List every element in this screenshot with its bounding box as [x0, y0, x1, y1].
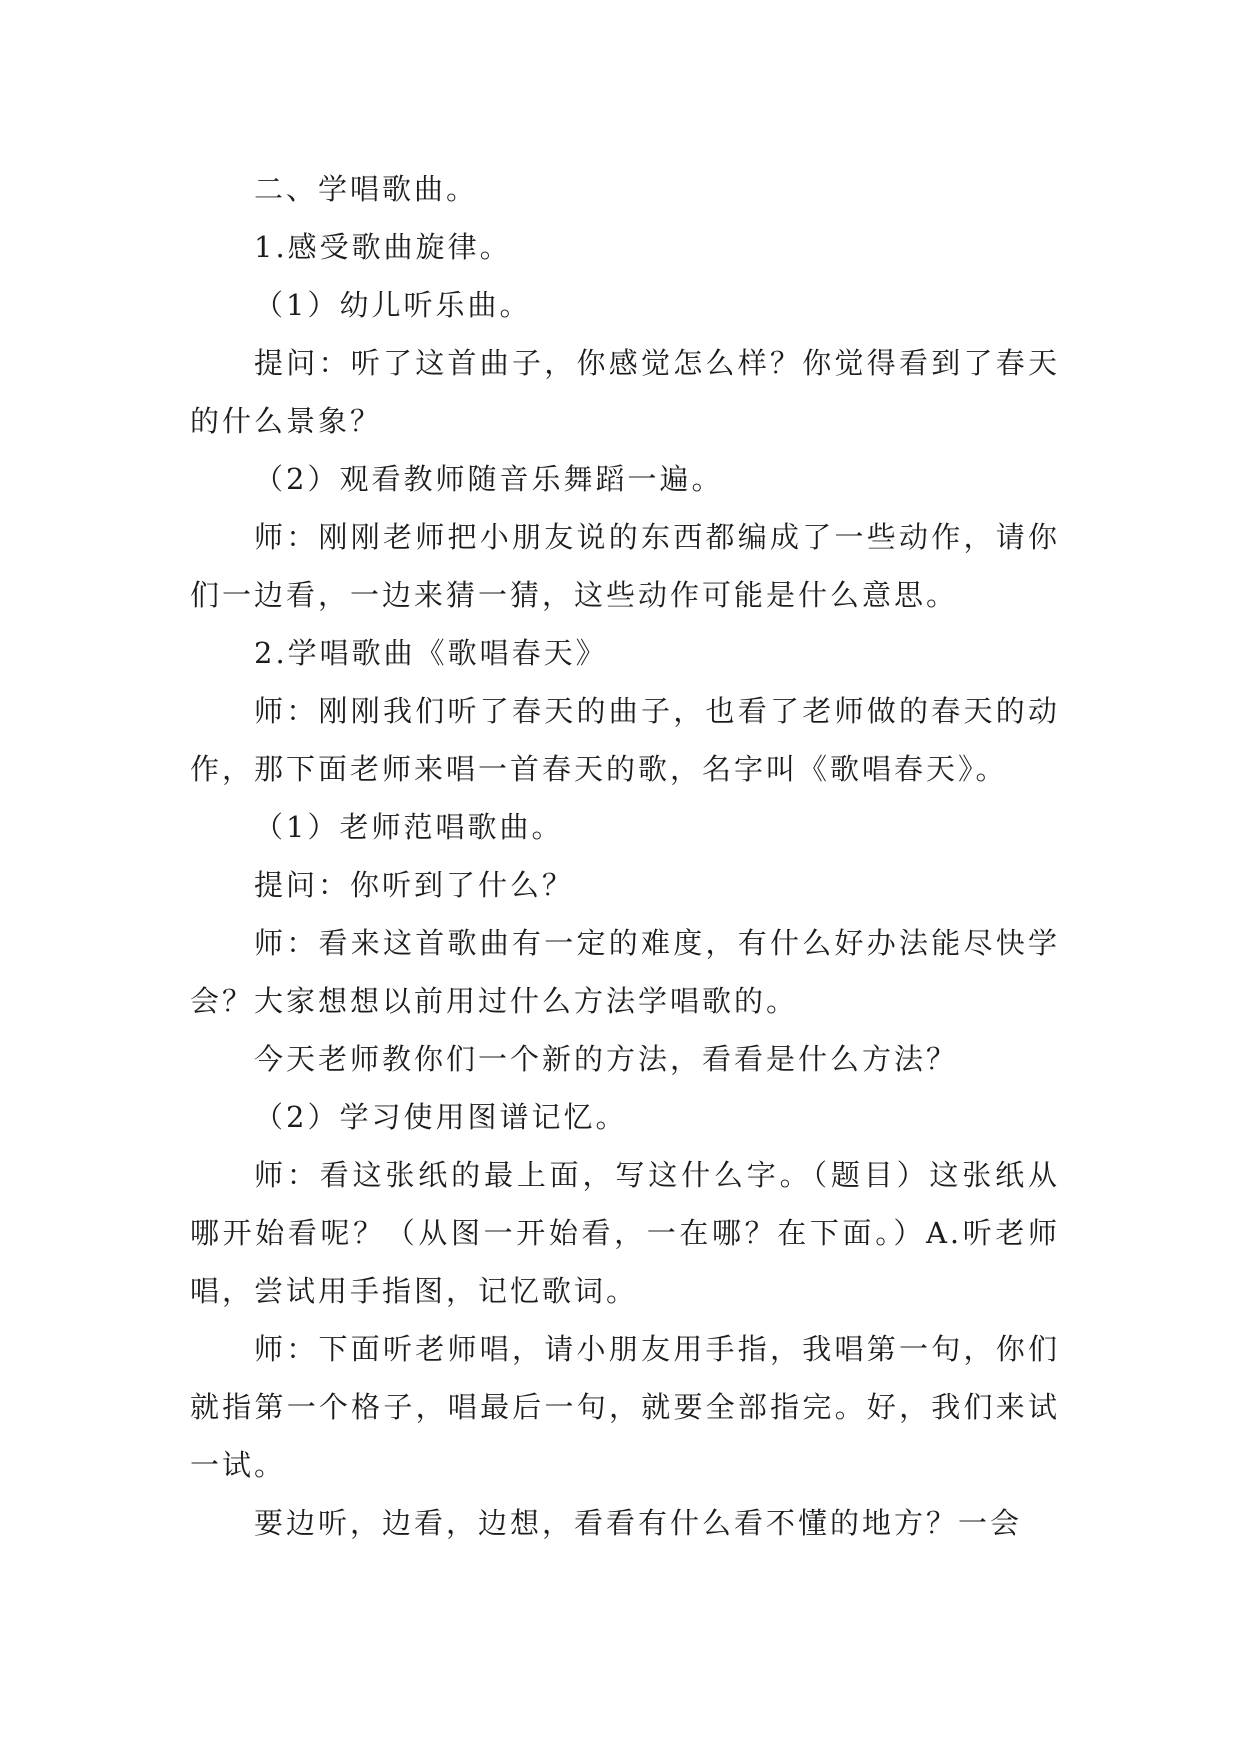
paragraph: 师：刚刚我们听了春天的曲子，也看了老师做的春天的动作，那下面老师来唱一首春天的歌，名字叫《歌唱春天》。	[190, 694, 1060, 786]
paragraph: 今天老师教你们一个新的方法，看看是什么方法？	[254, 1042, 959, 1076]
step-item: （1）幼儿听乐曲。	[254, 288, 532, 322]
paragraph: 师：看这张纸的最上面，写这什么字。（题目）这张纸从哪开始看呢？（从图一开始看，一在哪？在下面。）A.听老师唱，尝试用手指图，记忆歌词。	[190, 1158, 1060, 1308]
paragraph: 要边听，边看，边想，看看有什么看不懂的地方？一会	[254, 1506, 1023, 1540]
paragraph: 师：下面听老师唱，请小朋友用手指，我唱第一句，你们就指第一个格子，唱最后一句，就要全部指完。好，我们来试一试。	[190, 1332, 1060, 1482]
paragraph: 提问：听了这首曲子，你感觉怎么样？你觉得看到了春天的什么景象？	[190, 346, 1060, 438]
subsection-heading: 1.感受歌曲旋律。	[254, 230, 512, 264]
step-item: （1）老师范唱歌曲。	[254, 810, 564, 844]
paragraph: 师：看来这首歌曲有一定的难度，有什么好办法能尽快学会？大家想想以前用过什么方法学唱歌的。	[190, 926, 1060, 1018]
section-heading: 二、学唱歌曲。	[254, 172, 479, 206]
paragraph: 提问：你听到了什么？	[254, 868, 575, 902]
paragraph: 师：刚刚老师把小朋友说的东西都编成了一些动作，请你们一边看，一边来猜一猜，这些动作可能是什么意思。	[190, 520, 1060, 612]
subsection-heading: 2.学唱歌曲《歌唱春天》	[254, 636, 608, 670]
step-item: （2）观看教师随音乐舞蹈一遍。	[254, 462, 724, 496]
step-item: （2）学习使用图谱记忆。	[254, 1100, 628, 1134]
document-body	[190, 160, 1060, 1552]
